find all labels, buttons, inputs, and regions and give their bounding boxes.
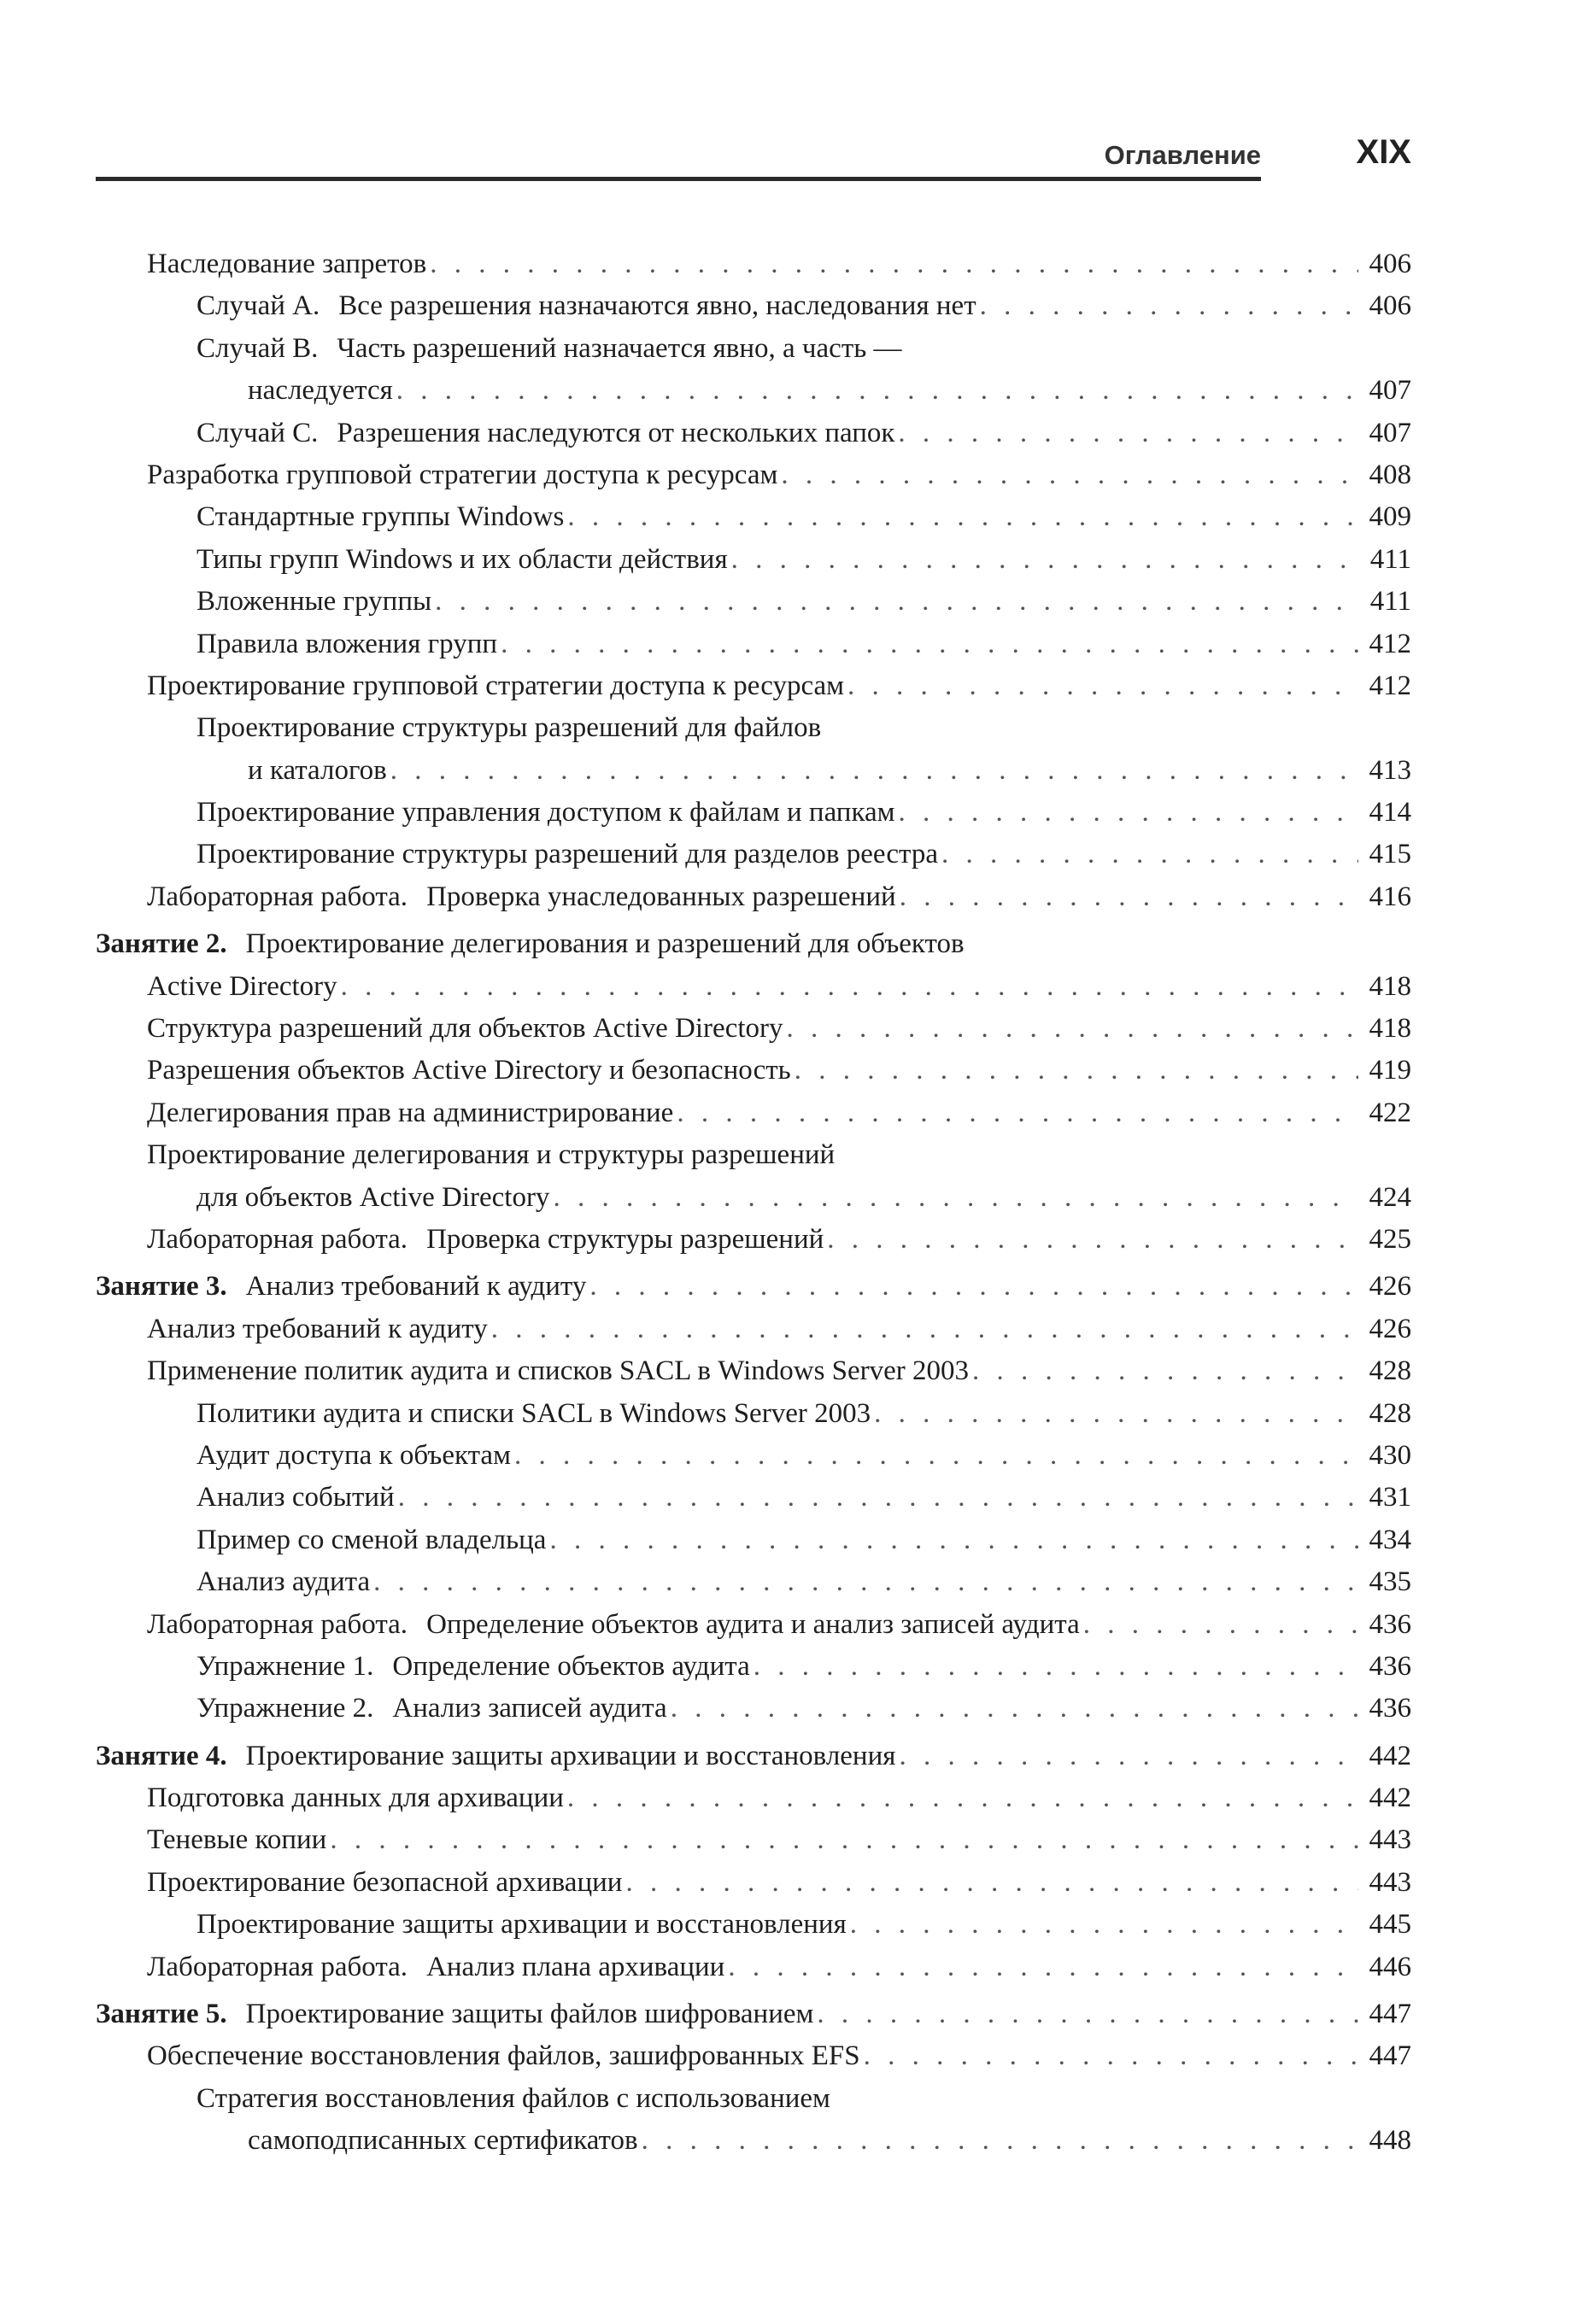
toc-entry: Проектирование защиты архивации и восстановления . . . 445 xyxy=(96,1904,1411,1946)
toc-entry: Упражнение 1. Определение объектов аудита . . . 436 xyxy=(96,1646,1411,1688)
toc-entry: Типы групп Windows и их области действия . . . 411 xyxy=(96,539,1411,581)
toc-entry: Правила вложения групп . . . 412 xyxy=(96,623,1411,665)
toc-entry: Применение политик аудита и списков SACL в Windows Server 2003 . . . 428 xyxy=(96,1350,1411,1392)
toc-entry: Лабораторная работа. Определение объектов аудита и анализ записей аудита . . . 436 xyxy=(96,1604,1411,1646)
toc-entry: Проектирование групповой стратегии доступа к ресурсам . . . 412 xyxy=(96,665,1411,707)
toc-entry: Проектирование делегирования и структуры разрешений xyxy=(147,1139,836,1171)
toc-lesson-heading: Занятие 4. Проектирование защиты архивации и восстановления . . . 442 xyxy=(96,1736,1411,1777)
toc-entry-continuation: самоподписанных сертификатов . . . 448 xyxy=(96,2120,1411,2162)
toc-entry: Проектирование структуры разрешений для разделов реестра . . . 415 xyxy=(96,834,1411,875)
toc-entry: Случай A. Все разрешения назначаются явно, наследования нет . . . 406 xyxy=(96,285,1411,327)
toc-entry: Упражнение 2. Анализ записей аудита . . . 436 xyxy=(96,1688,1411,1730)
toc-entry: Политики аудита и списки SACL в Windows Server 2003 . . . 428 xyxy=(96,1393,1411,1435)
running-header xyxy=(96,128,1411,188)
toc-entry: Стандартные группы Windows . . . 409 xyxy=(96,496,1411,538)
toc-entry: Обеспечение восстановления файлов, зашифрованных EFS . . . 447 xyxy=(96,2035,1411,2077)
toc-entry-continuation: наследуется . . . 407 xyxy=(96,370,1411,412)
toc-entry: Лабораторная работа. Проверка структуры разрешений . . . 425 xyxy=(96,1219,1411,1261)
toc-entry: Делегирования прав на администрирование . . . 422 xyxy=(96,1092,1411,1134)
toc-entry-continuation: Active Directory . . . 418 xyxy=(96,966,1411,1008)
header-rule xyxy=(96,177,1261,181)
table-of-contents xyxy=(96,243,1411,2163)
toc-entry: Теневые копии . . . 443 xyxy=(96,1819,1411,1861)
toc-entry: Структура разрешений для объектов Active Directory . . . 418 xyxy=(96,1008,1411,1050)
toc-entry: Случай B. Часть разрешений назначается явно, а часть — xyxy=(196,332,902,364)
toc-lesson-heading: Занятие 2. Проектирование делегирования и разрешений для объектов xyxy=(96,928,965,960)
toc-entry: Аудит доступа к объектам . . . 430 xyxy=(96,1435,1411,1477)
toc-entry: Лабораторная работа. Анализ плана архивации . . . 446 xyxy=(96,1946,1411,1988)
toc-entry: Случай C. Разрешения наследуются от нескольких папок . . . 407 xyxy=(96,413,1411,454)
toc-entry: Проектирование структуры разрешений для файлов xyxy=(196,712,822,744)
toc-lesson-heading: Занятие 3. Анализ требований к аудиту . . . 426 xyxy=(96,1266,1411,1308)
toc-entry: Проектирование управления доступом к файлам и папкам . . . 414 xyxy=(96,792,1411,834)
toc-entry: Анализ требований к аудиту . . . 426 xyxy=(96,1308,1411,1350)
header-title: Оглавление xyxy=(1104,140,1261,170)
toc-lesson-heading: Занятие 5. Проектирование защиты файлов шифрованием . . . 447 xyxy=(96,1993,1411,2035)
header-page-number: XIX xyxy=(1356,133,1411,171)
toc-entry: Разрешения объектов Active Directory и безопасность . . . 419 xyxy=(96,1050,1411,1092)
toc-entry: Разработка групповой стратегии доступа к ресурсам . . . 408 xyxy=(96,454,1411,496)
toc-entry-continuation: для объектов Active Directory . . . 424 xyxy=(96,1177,1411,1219)
toc-entry: Анализ событий . . . 431 xyxy=(96,1477,1411,1519)
toc-entry: Лабораторная работа. Проверка унаследованных разрешений . . . 416 xyxy=(96,876,1411,918)
toc-entry: Проектирование безопасной архивации . . . 443 xyxy=(96,1862,1411,1904)
toc-entry-continuation: и каталогов . . . 413 xyxy=(96,750,1411,792)
toc-entry: Вложенные группы . . . 411 xyxy=(96,581,1411,623)
toc-entry: Стратегия восстановления файлов с использованием xyxy=(196,2082,830,2114)
toc-entry: Подготовка данных для архивации . . . 442 xyxy=(96,1777,1411,1819)
toc-entry: Наследование запретов . . . 406 xyxy=(96,243,1411,285)
toc-entry: Анализ аудита . . . 435 xyxy=(96,1561,1411,1603)
toc-entry: Пример со сменой владельца . . . 434 xyxy=(96,1519,1411,1561)
